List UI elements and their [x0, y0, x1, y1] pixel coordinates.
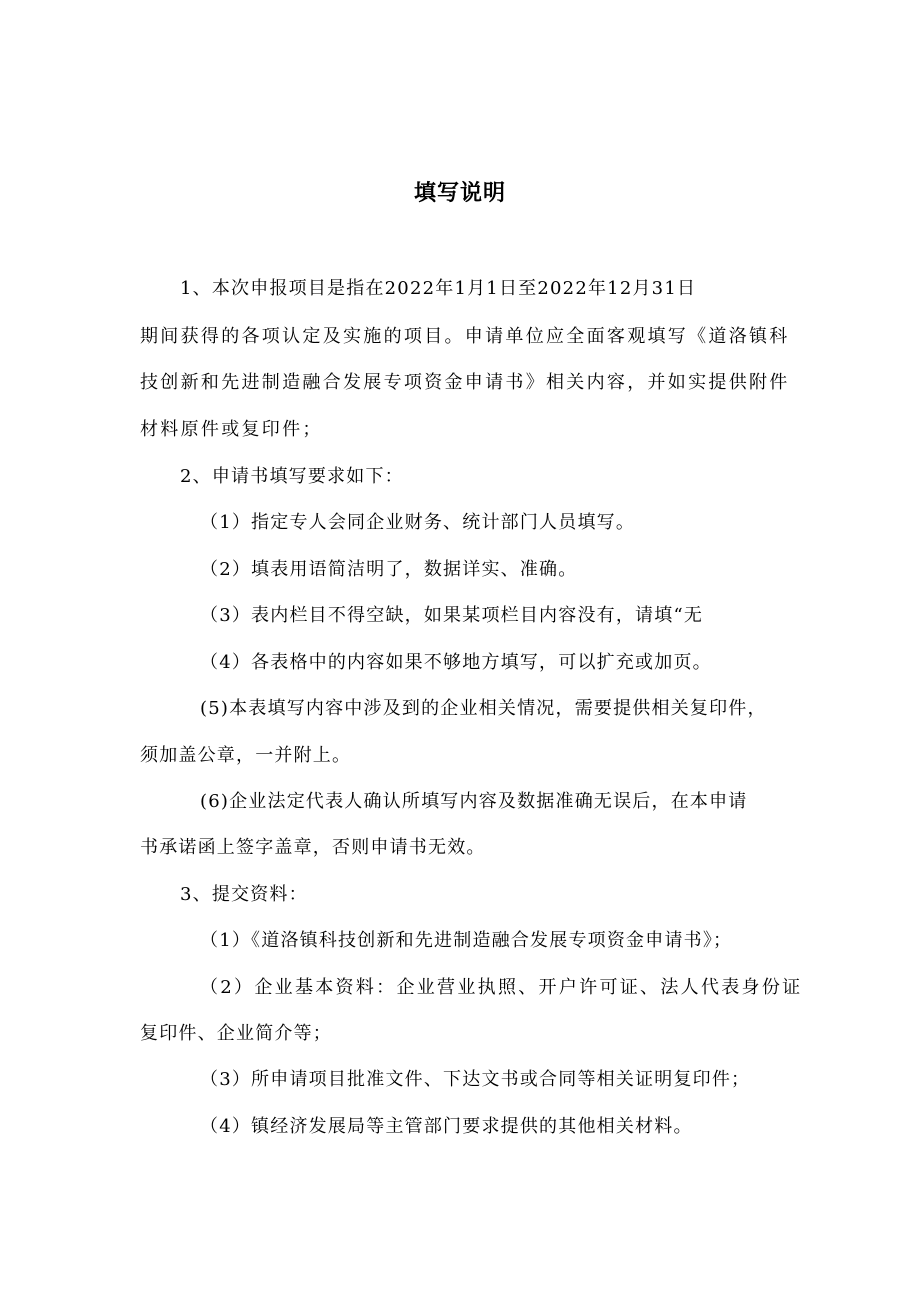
submission-1: （1）《道洛镇科技创新和先进制造融合发展专项资金申请书》； [200, 930, 733, 951]
submission-2-line-2: 复印件、企业简介等； [140, 1023, 332, 1044]
paragraph-1-line-3: 技创新和先进制造融合发展专项资金申请书》相关内容，并如实提供附件 [140, 372, 790, 393]
paragraph-1-line-1: 1、本次申报项目是指在2022年1月1日至2022年12月31日 [180, 278, 697, 299]
requirement-5-line-1: (5)本表填写内容中涉及到的企业相关情况，需要提供相关复印件， [200, 698, 767, 719]
submission-4: （4）镇经济发展局等主管部门要求提供的其他相关材料。 [200, 1116, 693, 1137]
submission-3: （3）所申请项目批准文件、下达文书或合同等相关证明复印件； [200, 1069, 751, 1090]
requirement-3: （3）表内栏目不得空缺，如果某项栏目内容没有，请填“无 [200, 605, 704, 626]
requirement-1: （1）指定专人会同企业财务、统计部门人员填写。 [200, 512, 636, 533]
requirement-2: （2）填表用语简洁明了，数据详实、准确。 [200, 559, 578, 580]
requirement-6-line-2: 书承诺函上签字盖章，否则申请书无效。 [140, 837, 486, 858]
page-title: 填写说明 [413, 181, 506, 206]
requirement-5-line-2: 须加盖公章，一并附上。 [140, 745, 352, 766]
requirement-6-line-1: (6)企业法定代表人确认所填写内容及数据准确无误后，在本申请 [200, 791, 748, 812]
section-3-heading: 3、提交资料： [180, 884, 308, 905]
requirement-4: （4）各表格中的内容如果不够地方填写，可以扩充或加页。 [200, 652, 712, 673]
paragraph-1-line-2: 期间获得的各项认定及实施的项目。申请单位应全面客观填写《道洛镇科 [140, 326, 790, 347]
section-2-heading: 2、申请书填写要求如下： [180, 466, 404, 487]
paragraph-1-line-4: 材料原件或复印件； [140, 419, 323, 440]
submission-2-line-1: （2）企业基本资料：企业营业执照、开户许可证、法人代表身份证 [200, 977, 803, 998]
